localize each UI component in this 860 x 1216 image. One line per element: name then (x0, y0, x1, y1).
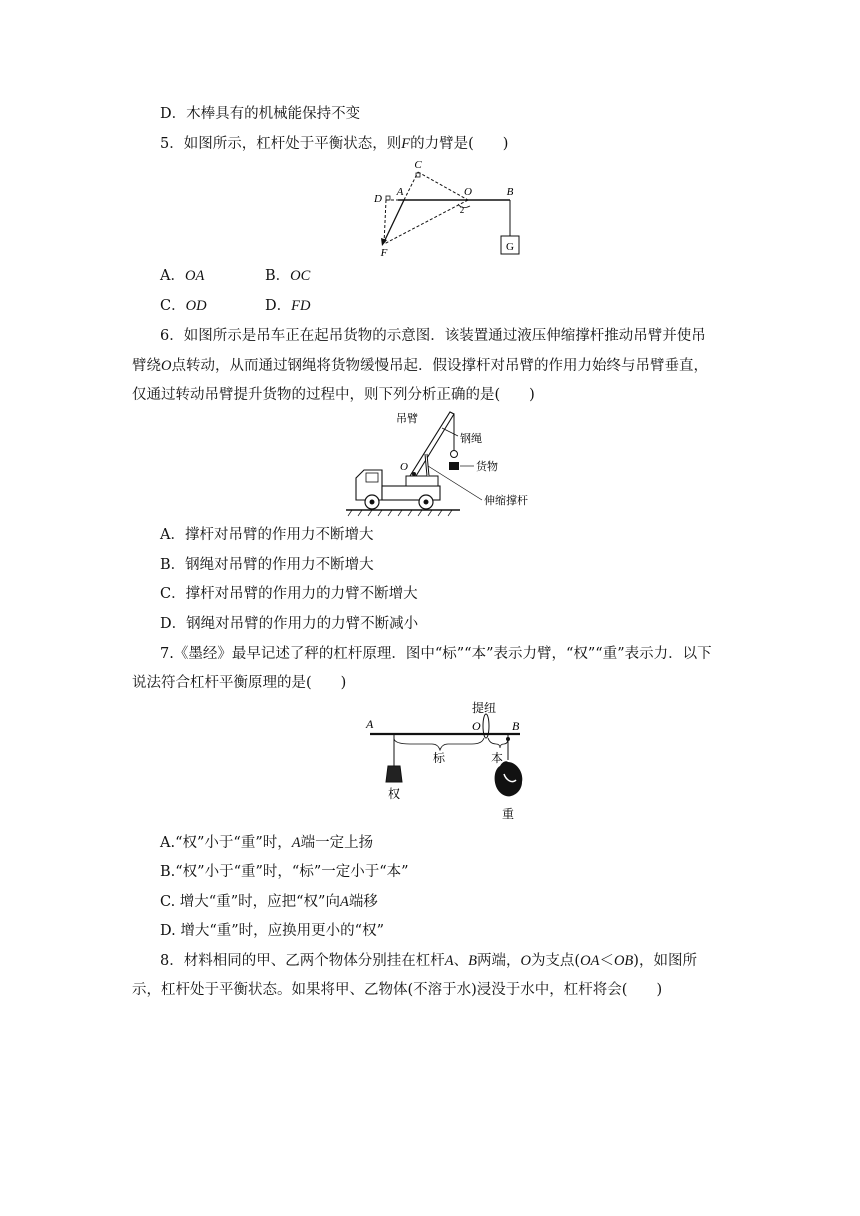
q5-stem-a: 5．如图所示，杠杆处于平衡状态，则 (160, 136, 402, 152)
q6-cargo-box (449, 462, 459, 470)
q6-ground-hatch (348, 510, 452, 516)
q7-option-a-var: A (291, 835, 301, 851)
q5-option-c-label: C． (160, 298, 186, 314)
q8-l1-f: )，如图所 (633, 953, 697, 969)
q5-stem-b: 的力臂是( ) (410, 136, 509, 152)
q5-label-angle: 2 (459, 205, 465, 215)
q6-option-d[interactable]: D．钢绳对吊臂的作用力的力臂不断减小 (160, 616, 419, 632)
q6-hook (451, 451, 458, 458)
q5-option-b-value: OC (290, 268, 311, 284)
q7-label-biao: 标 (433, 751, 446, 765)
q5-option-d-label: D． (265, 298, 292, 314)
q7-option-c-post: 端移 (348, 894, 378, 910)
q6-stem-line-2 (132, 356, 708, 376)
q5-option-d-value: FD (291, 298, 311, 314)
q6-stem-line-3: 仅通过转动吊臂提升货物的过程中，则下列分析正确的是( ) (132, 387, 535, 403)
q6-cab-window (366, 473, 378, 482)
q7-option-a[interactable] (160, 833, 373, 853)
q7-zhong-weight (495, 761, 523, 796)
q5-option-a[interactable] (160, 266, 265, 286)
q5-option-c[interactable] (160, 296, 265, 316)
q7-quan-weight (386, 766, 402, 782)
q5-option-a-value: OA (184, 268, 205, 284)
q8-l1-var1: A (444, 953, 454, 969)
q7-biao-brace (394, 738, 484, 750)
q5-oc-line (418, 172, 468, 200)
q5-of-line (384, 200, 468, 244)
q5-label-d: D (374, 193, 382, 205)
q5-options-row-1 (160, 266, 310, 286)
q7-steelyard-figure (360, 700, 530, 828)
q6-truck-deck (406, 476, 438, 486)
q8-l1-c: 两端， (476, 953, 521, 969)
q6-label-strut: 伸缩撑杆 (484, 495, 528, 507)
q5-option-b[interactable] (265, 266, 310, 286)
q5-label-a: A (396, 186, 404, 198)
q6-option-a[interactable]: A．撑杆对吊臂的作用力不断增大 (160, 527, 374, 543)
q4-option-d: D．木棒具有的机械能保持不变 (160, 106, 361, 122)
q5-stem-var: F (401, 136, 411, 152)
q7-stem-line-2: 说法符合杠杆平衡原理的是( ) (132, 675, 347, 691)
q7-stem-line-1: 7.《墨经》最早记述了秤的杠杆原理．图中“标”“本”表示力臂，“权”“重”表示力．以下 (160, 646, 712, 662)
q7-label-o: O (472, 719, 481, 733)
q7-label-a: A (366, 717, 374, 731)
q6-stem-l2-a: 臂绕 (132, 358, 161, 374)
q7-option-c-pre: C. 增大“重”时，应把“权”向 (160, 894, 340, 910)
q5-option-c-value: OD (185, 298, 207, 314)
q7-option-d[interactable]: D. 增大“重”时，应换用更小的“权” (160, 923, 384, 939)
q8-stem-line-2: 示，杠杆处于平衡状态。如果将甲、乙物体(不溶于水)浸没于水中，杠杆将会( ) (132, 982, 663, 998)
q5-label-c: C (414, 159, 422, 171)
q7-option-c-var: A (339, 894, 349, 910)
q5-options-row-2 (160, 296, 310, 316)
q8-l1-var5: OB (613, 953, 634, 969)
q5-weight-label: G (506, 241, 514, 253)
q5-label-o: O (464, 186, 472, 198)
q5-label-b: B (506, 186, 514, 198)
q5-option-d[interactable] (265, 296, 310, 316)
q6-label-cargo: 货物 (476, 461, 498, 473)
q8-l1-e: ＜ (599, 953, 614, 969)
q6-stem-l2-var: O (161, 358, 172, 374)
q8-l1-d: 为支点( (530, 953, 581, 969)
q5-force-f (384, 200, 404, 242)
q7-label-b: B (512, 719, 520, 733)
q6-crane-figure (342, 410, 552, 520)
q8-l1-a: 8．材料相同的甲、乙两个物体分别挂在杠杆 (160, 953, 445, 969)
q8-l1-var4: OA (580, 953, 600, 969)
q7-option-a-post: 端一定上扬 (300, 835, 374, 851)
q6-label-boom: 吊臂 (396, 413, 418, 425)
q5-label-f: F (380, 247, 388, 259)
q5-lever-figure (360, 158, 530, 260)
q7-label-ben: 本 (491, 751, 504, 765)
q6-stem-line-1: 6．如图所示是吊车正在起吊货物的示意图．该装置通过液压伸缩撑杆推动吊臂并使吊 (160, 328, 706, 344)
q8-l1-var3: O (520, 953, 531, 969)
q7-label-handle: 提纽 (472, 701, 497, 715)
q7-option-b[interactable]: B.“权”小于“重”时，“标”一定小于“本” (160, 864, 409, 880)
q6-option-c[interactable]: C．撑杆对吊臂的作用力的力臂不断增大 (160, 586, 418, 602)
q6-label-rope: 钢绳 (460, 433, 482, 445)
q5-option-a-label: A． (160, 268, 185, 284)
q5-right-angle-d (386, 196, 390, 200)
q7-ben-brace (488, 738, 508, 748)
q7-option-c[interactable] (160, 892, 378, 912)
q8-stem-line-1 (160, 951, 697, 971)
q6-label-o: O (400, 461, 408, 473)
q8-l1-b: 、 (453, 953, 469, 969)
q7-label-quan: 权 (388, 787, 401, 801)
q7-label-zhong: 重 (502, 807, 515, 821)
q8-l1-var2: B (468, 953, 477, 969)
q5-force-arrow (381, 238, 387, 246)
q5-option-b-label: B． (265, 268, 291, 284)
q6-pivot (412, 472, 416, 476)
q6-option-b[interactable]: B．钢绳对吊臂的作用力不断增大 (160, 557, 374, 573)
q6-stem-l2-b: 点转动，从而通过钢绳将货物缓慢吊起．假设撑杆对吊臂的作用力始终与吊臂垂直， (171, 358, 708, 374)
q5-stem (160, 134, 508, 154)
q7-option-a-pre: A.“权”小于“重”时， (160, 835, 292, 851)
